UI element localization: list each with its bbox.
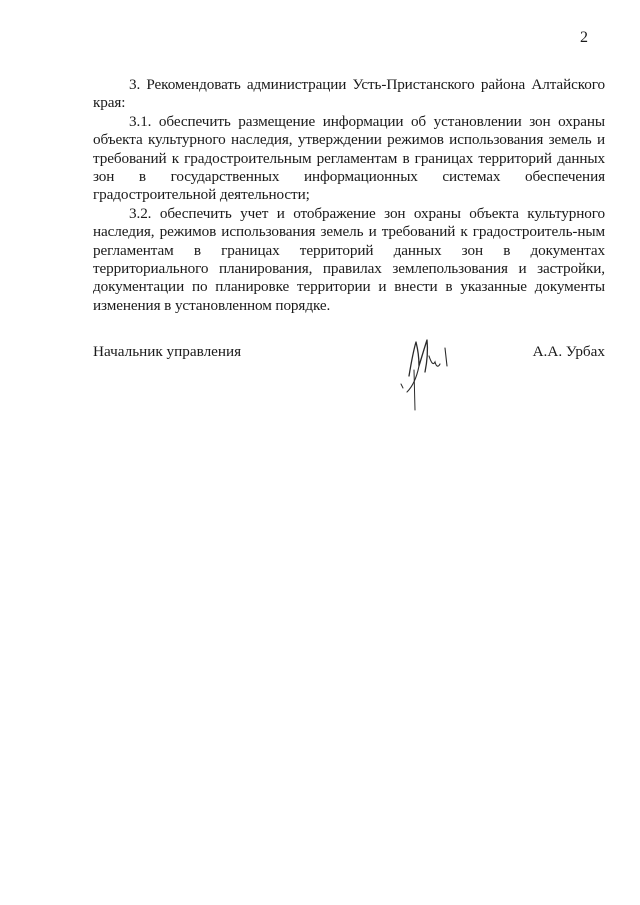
signatory-title: Начальник управления [93,343,242,360]
page-number: 2 [580,29,588,46]
handwritten-signature [395,336,455,411]
document-body [93,76,605,315]
paragraph-recommendation: 3. Рекомендовать администрации Усть-Пристанского района Алтайского края: [93,76,605,112]
paragraph-item-3-1: 3.1. обеспечить размещение информации об установлении зон охраны объекта культурного наследия, утверждении режимов использования земель и требований к градостроительным регламентам в границах территорий данных зон в государственных информационных системах обеспечения градостроительной деятельности; [93,112,605,204]
signature-block [93,343,605,413]
paragraph-item-3-2: 3.2. обеспечить учет и отображение зон охраны объекта культурного наследия, режимов использования земель и требований к градостроитель-ным регламентам в границах территорий данных зон в документах территориального планирования, правилах землепользования и застройки, документации по планировке территории и внести в указанные документы изменения в установленном порядке. [93,204,605,314]
signatory-name: А.А. Урбах [532,343,605,360]
